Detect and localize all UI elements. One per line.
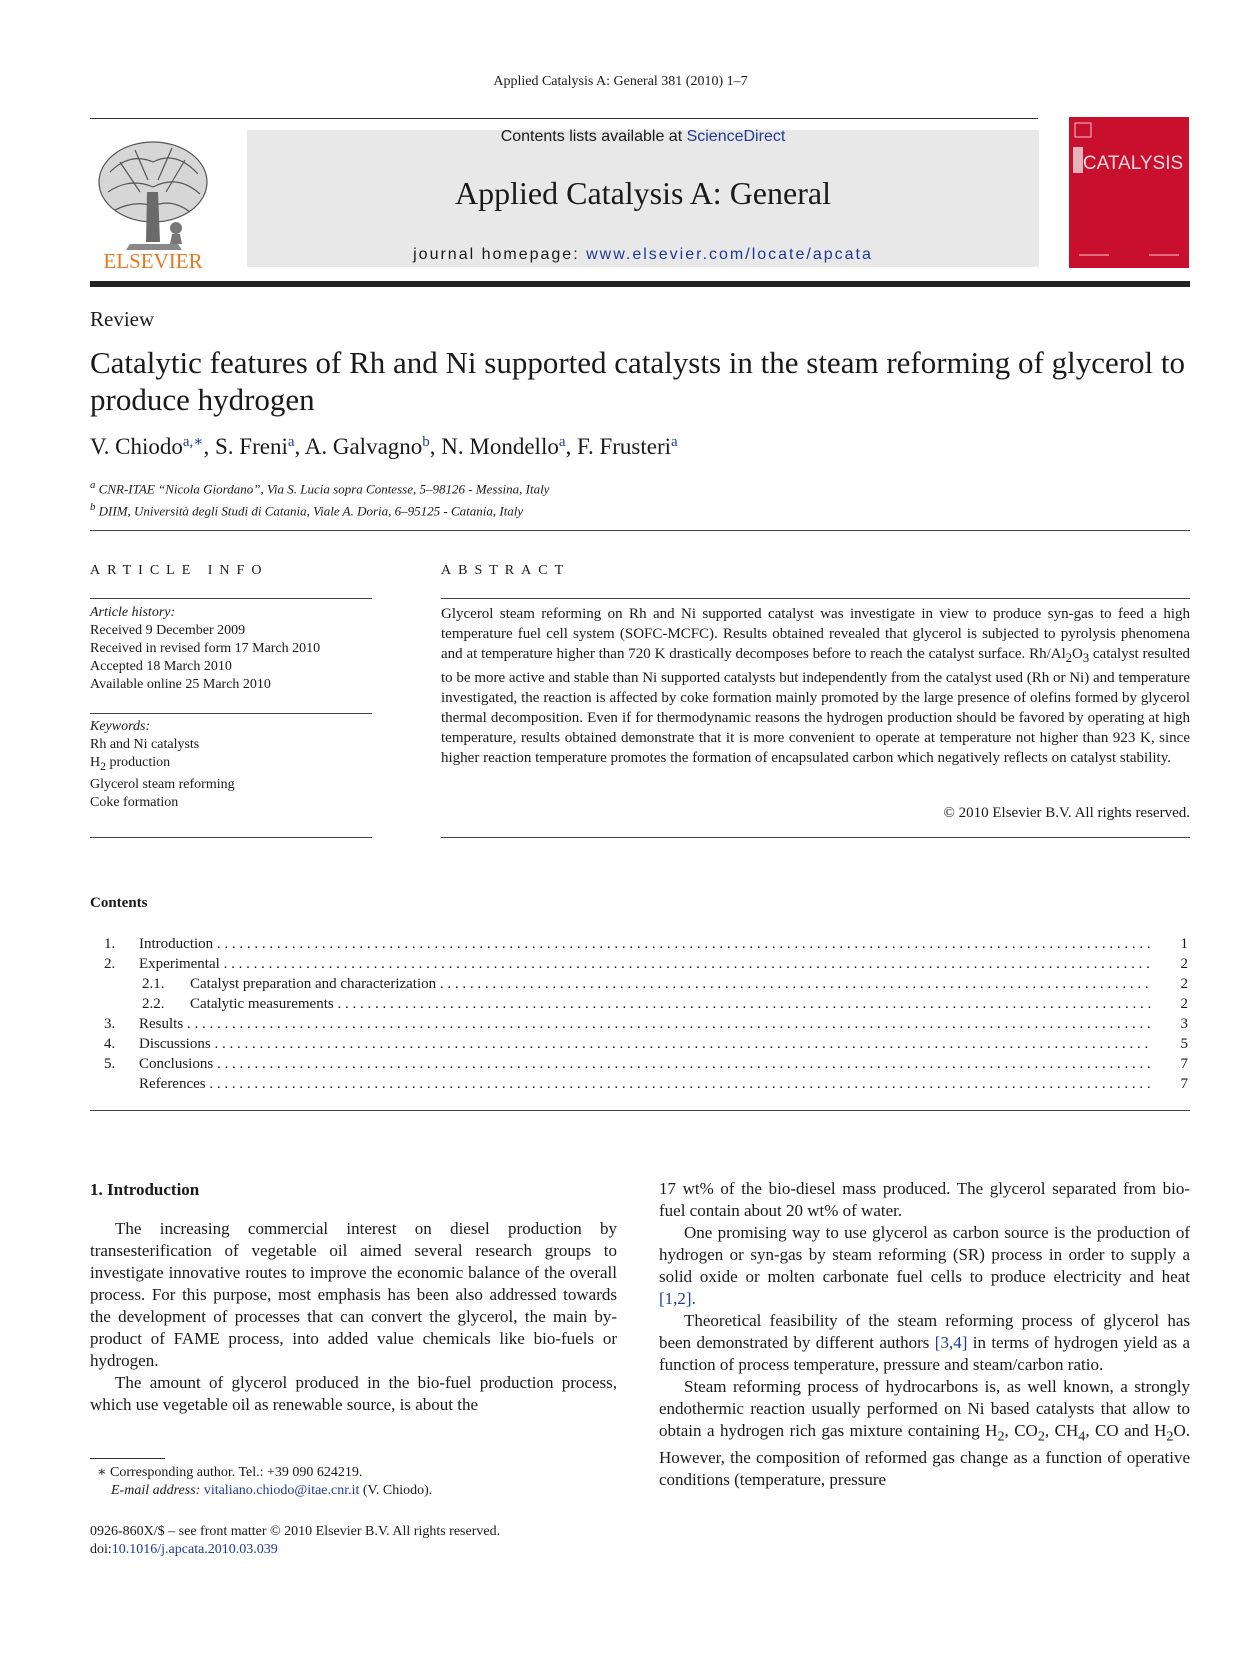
article-type: Review xyxy=(90,307,155,331)
journal-title: Applied Catalysis A: General xyxy=(455,175,831,211)
paragraph: The amount of glycerol produced in the bio-fuel production process, which use vegetable oil as renewable source, is about the xyxy=(90,1373,617,1414)
paragraph xyxy=(659,1310,1190,1376)
doi-label: doi: xyxy=(90,1542,112,1557)
toc-entry[interactable] xyxy=(90,934,1190,954)
paragraph-text: O. However, the composition of reformed gas change as a function of operative conditions (temperature, pressure xyxy=(659,1421,1190,1490)
toc-page: 3 xyxy=(1180,1016,1188,1032)
toc-title[interactable]: Catalyst preparation and characterization . . . xyxy=(190,974,1153,994)
keyword: Rh and Ni catalysts xyxy=(90,737,200,752)
issn-line: 0926-860X/$ – see front matter © 2010 Elsevier B.V. All rights reserved. xyxy=(90,1524,501,1539)
journal-homepage xyxy=(247,246,1039,264)
history-item: Received 9 December 2009 xyxy=(90,623,246,638)
contents-prefix: Contents lists available at xyxy=(500,128,687,145)
toc-page: 7 xyxy=(1180,1076,1188,1092)
author-name[interactable]: V. Chiodo xyxy=(90,434,183,459)
history-item: Accepted 18 March 2010 xyxy=(90,659,232,674)
toc-entry[interactable] xyxy=(90,1074,1190,1094)
affiliation-mark[interactable]: b xyxy=(422,434,430,450)
author-name[interactable]: A. Galvagno xyxy=(304,434,423,459)
toc-page: 2 xyxy=(1180,996,1188,1012)
cover-wordmark: CATALYSIS xyxy=(1082,153,1184,174)
author-name[interactable]: S. Freni xyxy=(215,434,288,459)
citation-link[interactable]: [1,2]. xyxy=(659,1289,696,1308)
abstract-subscript: 2 xyxy=(1065,651,1072,665)
footnote-email-line xyxy=(90,1482,432,1500)
paragraph-text: Theoretical feasibility of the steam reforming process of glycerol has been demonstrated by different authors xyxy=(659,1311,1190,1352)
email-link[interactable]: vitaliano.chiodo@itae.cnr.it xyxy=(203,1483,360,1498)
abstract-text xyxy=(441,604,1190,768)
toc-entry[interactable] xyxy=(90,954,1190,974)
toc-title[interactable]: Catalytic measurements . . . xyxy=(190,994,1153,1014)
doi-link[interactable]: 10.1016/j.apcata.2010.03.039 xyxy=(111,1542,278,1557)
affiliation-letter: a xyxy=(90,479,96,491)
toc-page: 1 xyxy=(1180,936,1188,952)
contents-availability xyxy=(247,128,1039,146)
affiliation xyxy=(90,476,549,498)
footnote-mark: ∗ xyxy=(97,1465,107,1480)
paragraph-text: , CH xyxy=(1044,1421,1079,1440)
section-heading: 1. Introduction xyxy=(90,1180,200,1199)
affiliation-mark[interactable]: a,∗ xyxy=(182,434,204,450)
keyword-subscript: 2 xyxy=(100,759,106,773)
body-column-right xyxy=(659,1178,1190,1491)
paragraph: The increasing commercial interest on diesel production by transesterification of vegetable oil aimed several research groups to investigate innovative routes to improve the economic balance of the overall process. For this purpose, most emphasis has been also addressed towards the development of processes that can convert the glycerol, the main by-product of FAME process, into added value chemicals like bio-fuels or hydrogen. xyxy=(90,1219,617,1370)
front-matter-info xyxy=(90,1523,500,1559)
masthead-thick-rule xyxy=(90,281,1190,287)
corresponding-author-footnote xyxy=(90,1464,432,1500)
paragraph: 17 wt% of the bio-diesel mass produced. The glycerol separated from bio-fuel contain about 20 wt% of water. xyxy=(659,1179,1190,1220)
history-label: Article history: xyxy=(90,605,176,620)
email-suffix: (V. Chiodo). xyxy=(359,1483,433,1498)
toc-title[interactable]: Experimental . . . xyxy=(139,954,1153,974)
history-item: Available online 25 March 2010 xyxy=(90,677,271,692)
toc-number: 3. xyxy=(104,1016,116,1032)
keyword-part: production xyxy=(105,755,171,770)
article-info-heading: ARTICLE INFO xyxy=(90,563,269,578)
body-column-left xyxy=(90,1218,617,1416)
abstract-part: Glycerol steam reforming on Rh and Ni supported catalyst was investigate in view to produce syn-gas to feed a high temperature fuel cell system (SOFC-MCFC). Results obtained revealed that glycerol is subjected to pyrolysis phenomena and at temperature higher than 720 K drastically decomposes before to reach the catalyst surface. Rh/Al xyxy=(441,606,1190,662)
affiliation-mark[interactable]: a xyxy=(671,434,678,450)
author-name[interactable]: N. Mondello xyxy=(441,434,559,459)
toc-title[interactable]: References . . . xyxy=(139,1074,1153,1094)
keyword: Glycerol steam reforming xyxy=(90,776,235,792)
abstract-heading: ABSTRACT xyxy=(441,563,571,578)
elsevier-tree-icon xyxy=(90,132,216,272)
toc-entry[interactable] xyxy=(90,974,1190,994)
keyword: Coke formation xyxy=(90,794,179,810)
author-name[interactable]: F. Frusteri xyxy=(577,434,672,459)
paragraph-text: Steam reforming process of hydrocarbons is, as well known, a strongly endothermic reaction usually performed on Ni based catalysts that allow to obtain a hydrogen rich gas mixture containing H xyxy=(659,1377,1190,1440)
toc-entry[interactable] xyxy=(90,1014,1190,1034)
author-list: V. Chiodo$^{a,∗}$, S. Freni$^a$, A. Galvagno$^b$, N. Mondello$^a$, F. Frusteri$^a$ xyxy=(90,434,678,459)
toc-page: 2 xyxy=(1180,976,1188,992)
article-info-rule xyxy=(90,598,372,599)
footnote-text: Corresponding author. Tel.: +39 090 624219. xyxy=(106,1465,363,1480)
table-of-contents xyxy=(90,934,1190,1094)
abstract-rule xyxy=(441,598,1190,599)
paragraph-text: One promising way to use glycerol as carbon source is the production of hydrogen or syn-gas by steam reforming (SR) process in order to supply a solid oxide or molten carbonate fuel cells to produce electricity and heat xyxy=(659,1223,1190,1286)
article-info-rule xyxy=(90,837,372,838)
copyright-notice: © 2010 Elsevier B.V. All rights reserved. xyxy=(943,805,1190,821)
footnote-line xyxy=(90,1464,432,1482)
email-label: E-mail address: xyxy=(111,1483,204,1498)
toc-page: 7 xyxy=(1180,1056,1188,1072)
running-head: Applied Catalysis A: General 381 (2010) 1–7 xyxy=(493,74,748,89)
toc-number: 2.1. xyxy=(142,976,165,992)
toc-title[interactable]: Discussions . . . xyxy=(139,1034,1153,1054)
toc-title[interactable]: Conclusions . . . xyxy=(139,1054,1153,1074)
article-info-rule xyxy=(90,713,372,714)
keywords xyxy=(90,718,372,812)
paragraph xyxy=(659,1222,1190,1310)
journal-homepage-link[interactable]: www.elsevier.com/locate/apcata xyxy=(586,246,873,263)
paragraph-text: , CO and H xyxy=(1085,1421,1167,1440)
citation-link[interactable]: [3,4] xyxy=(934,1333,968,1352)
article-history xyxy=(90,604,372,694)
subscript: 2 xyxy=(997,1428,1005,1445)
toc-entry[interactable] xyxy=(90,994,1190,1014)
subscript: 2 xyxy=(1166,1428,1174,1445)
toc-page: 5 xyxy=(1180,1036,1188,1052)
keywords-label: Keywords: xyxy=(90,719,151,734)
affiliation-mark[interactable]: a xyxy=(287,434,295,450)
paragraph-text: , CO xyxy=(1004,1421,1038,1440)
homepage-prefix: journal homepage: xyxy=(413,246,587,263)
toc-page: 2 xyxy=(1180,956,1188,972)
affiliation-text: CNR-ITAE “Nicola Giordano”, Via S. Lucia sopra Contesse, 5–98126 - Messina, Italy xyxy=(98,481,550,497)
abstract-subscript: 3 xyxy=(1082,651,1090,665)
journal-cover-thumbnail[interactable] xyxy=(1069,117,1189,268)
toc-entry[interactable] xyxy=(90,1034,1190,1054)
toc-number: 1. xyxy=(104,936,116,952)
doi-line xyxy=(90,1541,500,1559)
journal-cover-icon xyxy=(1069,117,1189,268)
paragraph-text: in terms of hydrogen yield as a function of process temperature, pressure and steam/carbon ratio. xyxy=(659,1333,1190,1374)
toc-number: 2. xyxy=(104,956,116,972)
toc-title[interactable]: Results . . . xyxy=(139,1014,1153,1034)
contents-heading: Contents xyxy=(90,895,148,911)
subscript: 4 xyxy=(1078,1428,1086,1445)
contents-rule xyxy=(90,1110,1190,1111)
toc-number: 5. xyxy=(104,1056,116,1072)
keyword xyxy=(90,754,372,776)
toc-title[interactable]: Introduction . . . xyxy=(139,934,1153,954)
keyword-part: H xyxy=(90,755,101,770)
title-divider xyxy=(90,530,1190,531)
affiliations xyxy=(90,476,549,521)
article-title: Catalytic features of Rh and Ni supported catalysts in the steam reforming of glycerol to produce hydrogen xyxy=(90,345,1186,417)
footnote-rule xyxy=(90,1458,165,1459)
toc-number: 2.2. xyxy=(142,996,165,1012)
paragraph xyxy=(659,1376,1190,1491)
abstract-part: catalyst resulted to be more active and stable than Ni supported catalysts but independently from the catalyst used (Rh or Ni) and temperature investigated, the reaction is affected by coke formation mainly promoted by the large presence of olefins formed by glycerol thermal decomposition. Even if for thermodynamic reasons the hydrogen production should be favored by operating at high temperature, results obtained demonstrate that it is more convenient to operate at temperature not higher than 923 K, since higher reaction temperature promotes the formation of encapsulated carbon which negatively reflects on catalyst stability. xyxy=(441,646,1190,766)
abstract-rule xyxy=(441,837,1190,838)
affiliation-letter: b xyxy=(90,501,96,514)
sciencedirect-link[interactable]: ScienceDirect xyxy=(686,128,786,145)
elsevier-wordmark: ELSEVIER xyxy=(103,249,203,272)
elsevier-logo[interactable] xyxy=(90,132,216,272)
abstract-part: O xyxy=(1072,646,1083,662)
toc-number: 4. xyxy=(104,1036,116,1052)
masthead-top-rule xyxy=(90,118,1038,119)
history-item: Received in revised form 17 March 2010 xyxy=(90,641,321,656)
toc-entry[interactable] xyxy=(90,1054,1190,1074)
affiliation-mark[interactable]: a xyxy=(558,434,566,450)
affiliation xyxy=(90,498,549,520)
subscript: 2 xyxy=(1037,1428,1045,1445)
affiliation-text: DIIM, Università degli Studi di Catania, Viale A. Doria, 6–95125 - Catania, Italy xyxy=(98,503,524,519)
